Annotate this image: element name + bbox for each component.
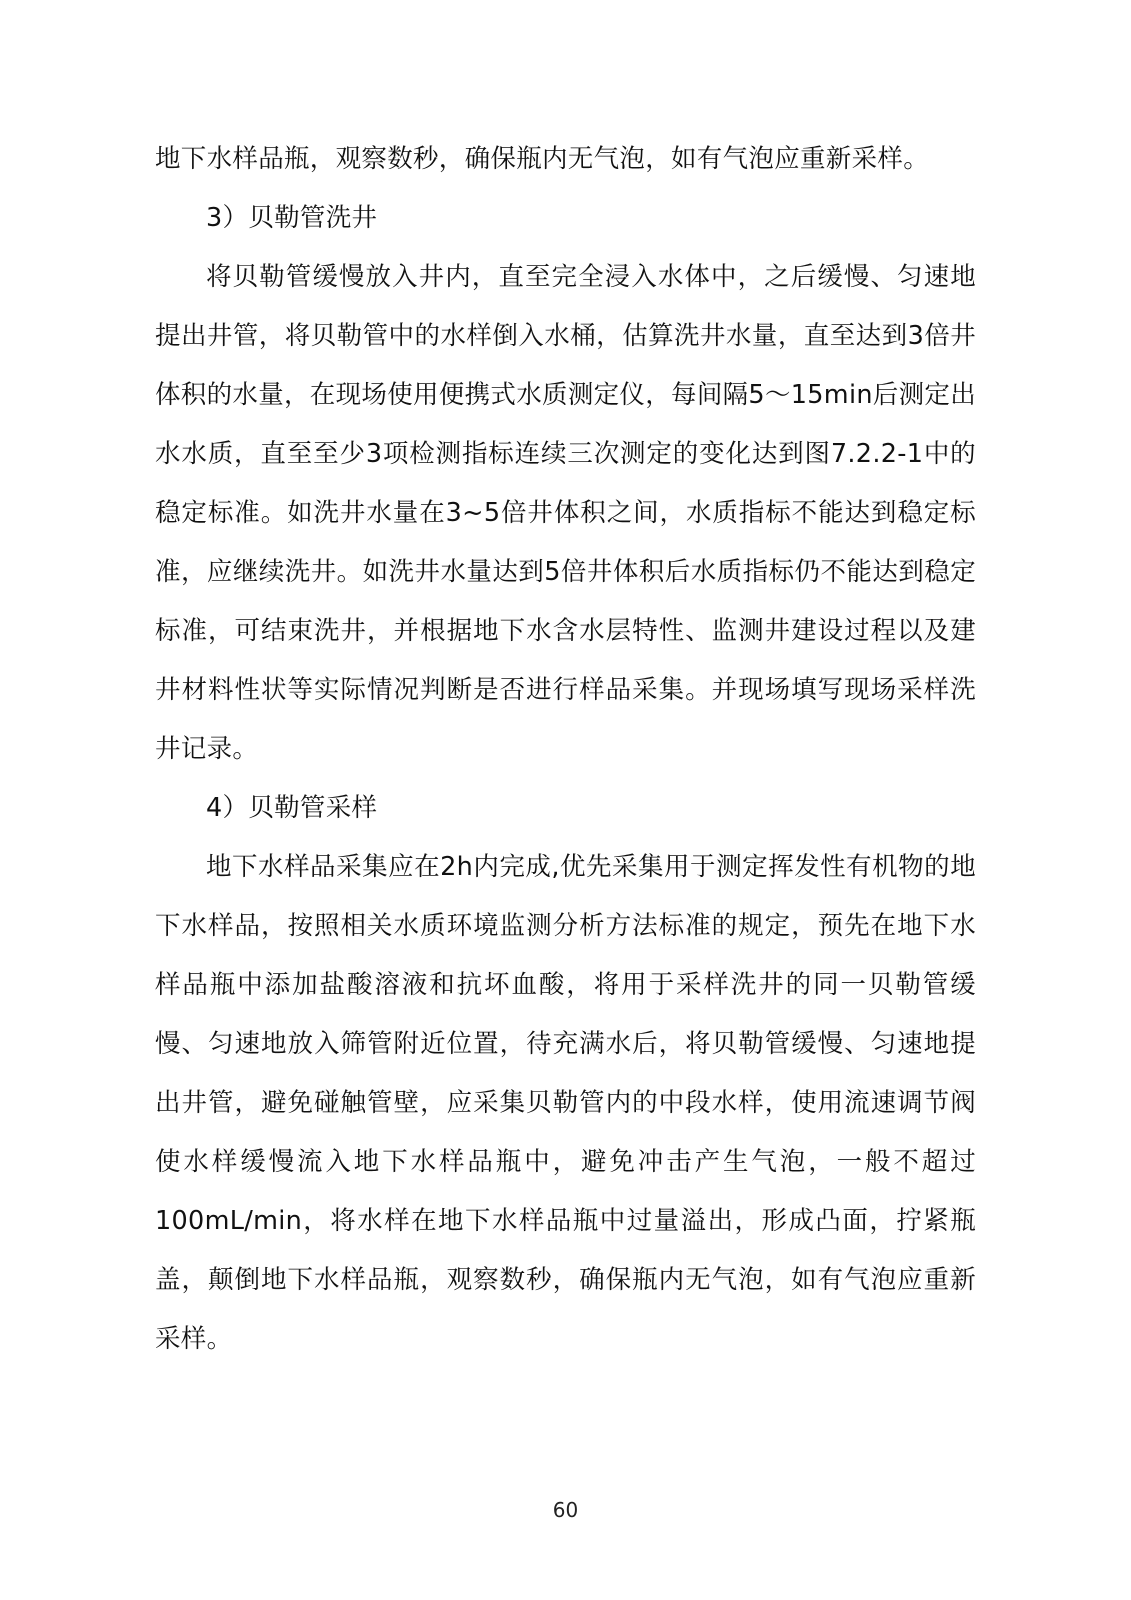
section-heading-4: 4）贝勒管采样 [206,793,378,823]
body-paragraph: 将贝勒管缓慢放入井内，直至完全浸入水体中，之后缓慢、匀速地提出井管，将贝勒管中的水样倒入水桶，估算洗井水量，直至达到3倍井体积的水量，在现场使用便携式水质测定仪，每间隔5～15min后测定出水水质，直至至少3项检测指标连续三次测定的变化达到图7.2.2-1中的稳定标准。如洗井水量在3~5倍井体积之间，水质指标不能达到稳定标准，应继续洗井。如洗井水量达到5倍井体积后水质指标仍不能达到稳定标准，可结束洗井，并根据地下水含水层特性、监测井建设过程以及建井材料性状等实际情况判断是否进行样品采集。并现场填写现场采样洗井记录。 [155,262,976,764]
page-number: 60 [552,1498,579,1522]
section-heading-3: 3）贝勒管洗井 [206,203,378,233]
body-paragraph: 地下水样品采集应在2h内完成,优先采集用于测定挥发性有机物的地下水样品，按照相关水质环境监测分析方法标准的规定，预先在地下水样品瓶中添加盐酸溶液和抗坏血酸，将用于采样洗井的同一贝勒管缓慢、匀速地放入筛管附近位置，待充满水后，将贝勒管缓慢、匀速地提出井管，避免碰触管壁，应采集贝勒管内的中段水样，使用流速调节阀使水样缓慢流入地下水样品瓶中，避免冲击产生气泡，一般不超过100mL/min，将水样在地下水样品瓶中过量溢出，形成凸面，拧紧瓶盖，颠倒地下水样品瓶，观察数秒，确保瓶内无气泡，如有气泡应重新采样。 [155,852,976,1354]
body-paragraph: 地下水样品瓶，观察数秒，确保瓶内无气泡，如有气泡应重新采样。 [155,144,930,174]
